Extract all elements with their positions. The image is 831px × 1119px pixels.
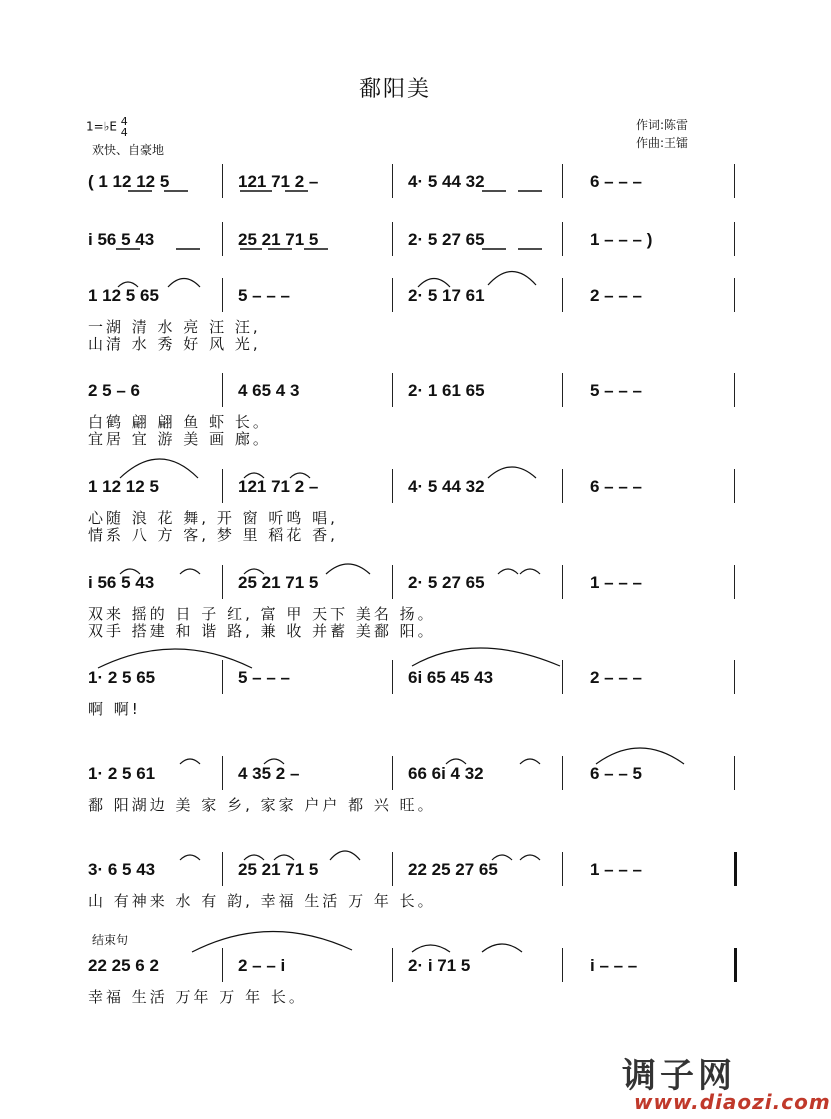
measure: 4· 5 44 32 [408,477,485,496]
lyric-line-verse2: 宜居 宜 游 美 画 廊。 [88,430,271,448]
lyric-line-verse1: 心随 浪 花 舞, 开 窗 听鸣 唱, [88,509,338,527]
barline [222,660,223,694]
measure: 2· 5 17 61 [408,286,485,305]
measure: 4 65 4 3 [238,381,300,400]
measure: 4· 5 44 32 [408,172,485,191]
lyric-line-verse1: 山 有神来 水 有 韵, 幸福 生活 万 年 长。 [88,892,436,910]
measure: 22 25 27 65 [408,860,498,879]
measure: 2 – – – [590,286,642,305]
barline [222,565,223,599]
ending-label: 结束句 [92,933,129,947]
measure: 2 – – i [238,956,286,975]
measure: 2· 5 27 65 [408,573,485,592]
barline [392,660,393,694]
measure: 2· 5 27 65 [408,230,485,249]
barline [222,373,223,407]
lyric-line-verse1: 一湖 清 水 亮 汪 汪, [88,318,261,336]
barline [222,756,223,790]
measure: i – – – [590,956,638,975]
barline [734,164,735,198]
barline [392,469,393,503]
composer: 作曲:王镭 [636,136,689,150]
measure: 6i 65 45 43 [408,668,494,687]
lyric-line-verse2: 山清 水 秀 好 风 光, [88,335,261,353]
lyric-line-verse2: 双手 搭建 和 谐 路, 兼 收 并蓄 美鄱 阳。 [88,622,436,640]
barline [562,660,563,694]
measure: 1 – – – [590,860,642,879]
measure: 6 – – – [590,172,642,191]
measure: 25 21 71 5 [238,573,319,592]
measure: 5 – – – [238,286,290,305]
barline [392,852,393,886]
measure: 1· 2 5 61 [88,764,156,783]
measure: 66 6i 4 32 [408,764,484,783]
measure: 2 5 – 6 [88,381,140,400]
barline [222,852,223,886]
watermark-url: www.diaozi.com [634,1090,831,1114]
barline [222,222,223,256]
measure: 22 25 6 2 [88,956,159,975]
lyric-line-verse1: 双来 摇的 日 子 红, 富 甲 天下 美名 扬。 [88,605,436,623]
barline [734,373,735,407]
measure: ( 1 12 12 5 [88,172,170,191]
barline [392,222,393,256]
barline [392,948,393,982]
barline [562,373,563,407]
key-label: 1=♭E [86,119,117,134]
song-title: 鄱阳美 [358,77,431,102]
barline [562,852,563,886]
lyricist: 作词:陈雷 [636,118,689,132]
key-signature [86,116,128,138]
barline [392,278,393,312]
time-sig-bottom: 4 [120,126,128,139]
measure: 2· 1 61 65 [408,381,485,400]
watermark-logo: 调子网 [622,1056,736,1096]
lyric-line-verse2: 情系 八 方 客, 梦 里 稻花 香, [88,526,338,544]
measure: 121 71 2 – [238,477,319,496]
measure: 6 – – – [590,477,642,496]
final-barline [734,852,737,886]
measure: 3· 6 5 43 [88,860,156,879]
barline [734,756,735,790]
barline [562,278,563,312]
measure: 1 12 5 65 [88,286,159,305]
lyric-line-verse1: 幸福 生活 万年 万 年 长。 [88,988,307,1006]
measure: 25 21 71 5 [238,860,319,879]
final-barline [734,948,737,982]
barline [562,756,563,790]
measure: i 56 5 43 [88,573,155,592]
measure: 121 71 2 – [238,172,319,191]
measure: 1 – – – [590,573,642,592]
barline [734,660,735,694]
measure: 5 – – – [238,668,290,687]
time-sig-top: 4 [120,115,128,128]
barline [222,164,223,198]
measure: 1 – – – ) [590,230,653,249]
lyric-line-verse1: 啊 啊! [88,700,141,718]
barline [392,164,393,198]
measure: 1 12 12 5 [88,477,159,496]
barline [562,222,563,256]
barline [734,469,735,503]
measure: 6 – – 5 [590,764,642,783]
tempo-marking: 欢快、自豪地 [92,143,165,157]
measure: 1· 2 5 65 [88,668,156,687]
barline [392,565,393,599]
barline [562,164,563,198]
barline [562,948,563,982]
barline [392,373,393,407]
measure: 25 21 71 5 [238,230,319,249]
barline [222,278,223,312]
barline [222,469,223,503]
barline [734,278,735,312]
barline [734,565,735,599]
measure: i 56 5 43 [88,230,155,249]
time-signature [121,116,128,138]
barline [222,948,223,982]
lyric-line-verse1: 白鹤 翩 翩 鱼 虾 长。 [88,413,271,431]
measure: 2· i 71 5 [408,956,471,975]
barline [392,756,393,790]
measure: 2 – – – [590,668,642,687]
barline [734,222,735,256]
measure: 4 35 2 – [238,764,300,783]
lyric-line-verse1: 鄱 阳湖边 美 家 乡, 家家 户户 都 兴 旺。 [88,796,436,814]
barline [562,565,563,599]
barline [562,469,563,503]
measure: 5 – – – [590,381,642,400]
